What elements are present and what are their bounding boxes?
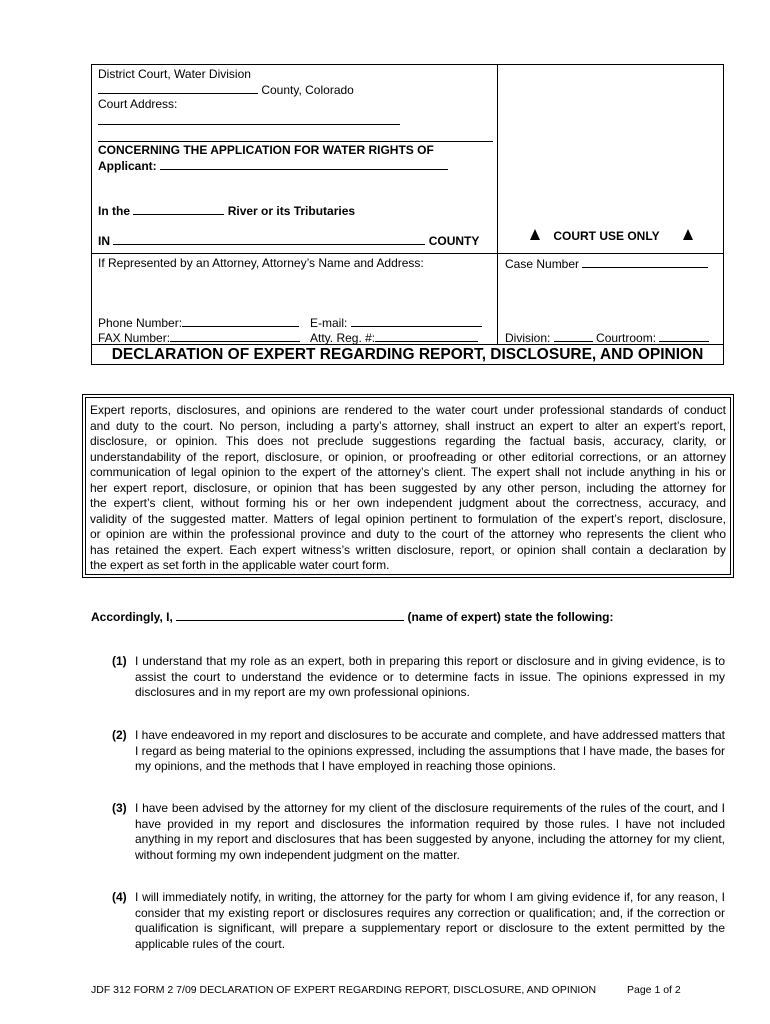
division-line [505, 330, 709, 345]
expert-name-blank[interactable] [176, 609, 404, 621]
court-address-blank[interactable] [98, 124, 400, 125]
statement-number: (2) [112, 728, 127, 742]
court-line: District Court, Water Division [98, 67, 251, 81]
phone-blank[interactable] [182, 315, 299, 327]
statement-1 [112, 654, 725, 701]
applicant-label: Applicant: [98, 159, 157, 173]
statement-2 [112, 728, 725, 775]
caption-vertical-divider [497, 64, 498, 345]
caption-divider-top [91, 253, 724, 254]
statement-number: (1) [112, 654, 127, 668]
statement-number: (4) [112, 890, 127, 904]
email-blank[interactable] [351, 315, 482, 327]
attorney-label: If Represented by an Attorney, Attorney’s Name and Address: [98, 256, 424, 270]
notice-line: validity of the suggested matter. Matters of legal opinion pertinent to formulation of the expert’s report, disclosure, [90, 511, 726, 526]
in-county-blank[interactable] [113, 233, 425, 245]
accordingly-suffix: (name of expert) state the following: [407, 610, 614, 624]
applicant-blank[interactable] [160, 158, 448, 170]
triangle-up-icon [683, 229, 693, 240]
in-the-label: In the [98, 204, 130, 218]
case-number-label: Case Number [505, 257, 580, 271]
phone-label: Phone Number: [98, 316, 183, 330]
county-of-line [98, 233, 479, 248]
courtroom-blank[interactable] [659, 330, 709, 342]
triangle-up-icon [530, 229, 540, 240]
statement-text: I understand that my role as an expert, both in preparing this report or disclosure and in giving evidence, is to assist the court to understand the evidence or to determine facts in issue. The opinions expressed in my disclosures and in my report are my own professional opinions. [135, 654, 725, 699]
phone-line [98, 315, 299, 330]
accordingly-prefix: Accordingly, I, [91, 610, 173, 624]
statement-text: I have endeavored in my report and disclosures to be accurate and complete, and have addressed matters that I regard as being material to the opinions expressed, including the assumptions that I have made, the bases for my opinions, and the methods that I have employed in reaching those opinions. [135, 728, 725, 773]
notice-line: the expert’s client, without forming his or her own independent judgment about the correctness, accuracy, and [90, 496, 726, 510]
atty-reg-blank[interactable] [375, 330, 478, 342]
notice-line: the expert as set forth in the applicable water court form. [90, 558, 390, 572]
fax-label: FAX Number: [98, 331, 171, 345]
notice-line: Expert reports, disclosures, and opinions are rendered to the water court under professional standards of conduct [90, 403, 726, 417]
division-blank[interactable] [554, 330, 593, 342]
footer-page-number: Page 1 of 2 [627, 984, 681, 996]
in-label: IN [98, 234, 110, 248]
courtroom-label: Courtroom: [596, 331, 657, 345]
river-line [98, 203, 355, 218]
statement-number: (3) [112, 801, 127, 815]
statement-text: I have been advised by the attorney for my client of the disclosure requirements of the rules of the court, and I have provided in my report and disclosures the information required by those rules. I have not included anything in my report and disclosures that has been suggested by anyone, including the attorney for my client, without forming my own independent judgment on the matter. [135, 801, 725, 862]
division-label: Division: [505, 331, 551, 345]
county-blank[interactable] [98, 82, 258, 94]
statement-text: I will immediately notify, in writing, the attorney for the party for whom I am giving evidence if, for any reason, I consider that my existing report or disclosures requires any correction or qualification; and, if the correction or qualification is significant, will prepare a supplementary report or disclosure to the extent permitted by the applicable rules of the court. [135, 890, 725, 951]
notice-line: or opinion are within the professional province and duty to the court of the attorney who represents the client who [90, 527, 726, 541]
county-line [98, 82, 354, 97]
court-use-only-label: COURT USE ONLY [553, 229, 660, 243]
county-label: COUNTY [428, 234, 480, 248]
river-blank[interactable] [133, 203, 224, 215]
case-number-blank[interactable] [582, 256, 708, 268]
concerning-line: CONCERNING THE APPLICATION FOR WATER RIGHTS OF [98, 143, 434, 157]
notice-line: her expert report, disclosure, or opinion that has been suggested by any other person, including the attorney for [90, 480, 726, 495]
applicant-line [98, 158, 448, 173]
notice-line: communication of legal opinion to the expert of the attorney’s client. The expert shall not include anything in his or [90, 465, 726, 479]
accordingly-line [91, 609, 614, 624]
atty-reg-label: Atty. Reg. #: [310, 331, 376, 345]
email-line [310, 315, 482, 330]
county-line-label: County, Colorado [261, 83, 354, 97]
notice-line: and duty to the court. No person, including a party’s attorney, shall instruct an expert to alter an expert’s report, [90, 418, 726, 433]
separator-line [98, 141, 493, 142]
notice-line: has retained the expert. Each expert witness’s written disclosure, report, or opinion shall contain a declaration by [90, 542, 726, 557]
page-title: DECLARATION OF EXPERT REGARDING REPORT, DISCLOSURE, AND OPINION [111, 346, 704, 363]
notice-line: understandability of the report, disclosure, or opinion, or proofreading or other editorial corrections, or an attorney [90, 449, 726, 464]
email-label: E-mail: [310, 316, 348, 330]
notice-line: disclosure, or opinion. This does not preclude suggestions regarding the factual basis, accuracy, clarity, or [90, 434, 726, 448]
footer-form-id: JDF 312 FORM 2 7/09 DECLARATION OF EXPERT REGARDING REPORT, DISCLOSURE, AND OPINION [91, 984, 597, 996]
case-number-line [505, 256, 708, 271]
atty-reg-line [310, 330, 478, 345]
fax-blank[interactable] [170, 330, 300, 342]
statement-4 [112, 890, 725, 952]
statement-3 [112, 801, 725, 863]
fax-line [98, 330, 300, 345]
notice-text [90, 403, 726, 574]
court-address-label: Court Address: [98, 97, 178, 111]
court-use-only [530, 229, 693, 243]
river-label: River or its Tributaries [227, 204, 356, 218]
